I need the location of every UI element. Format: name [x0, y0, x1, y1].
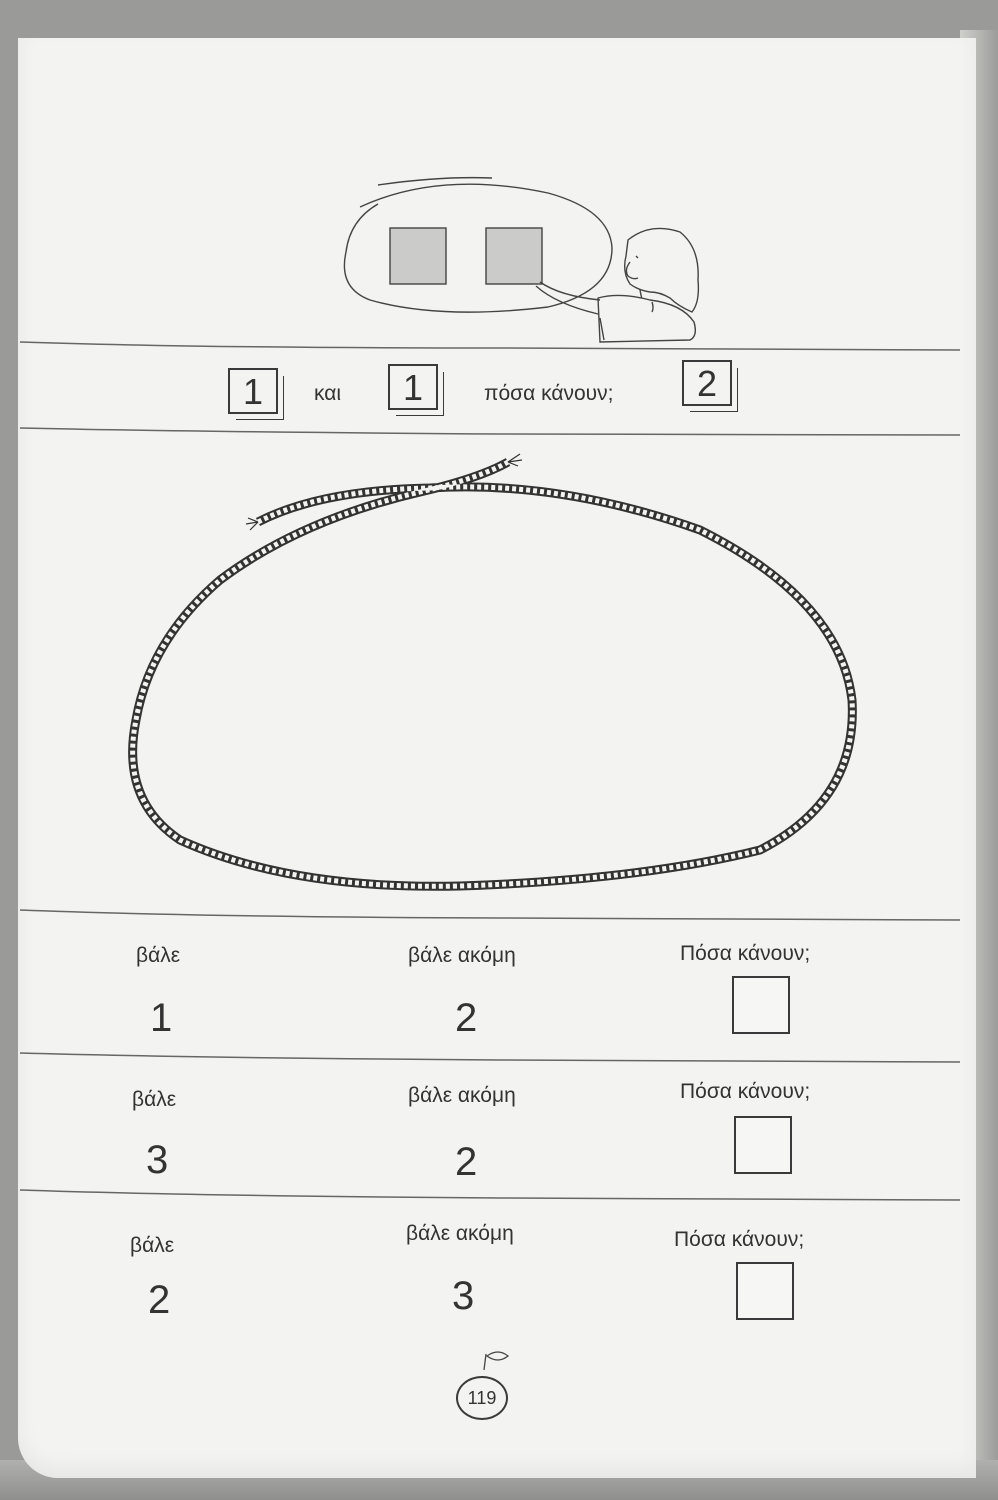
put-more-value: 2: [455, 1140, 478, 1184]
gray-square-left: [390, 228, 446, 284]
answer-box[interactable]: [736, 1262, 794, 1320]
and-word: και: [314, 382, 342, 405]
put-more-label: βάλε ακόμη: [406, 1222, 514, 1245]
how-many-label: Πόσα κάνουν;: [680, 1080, 811, 1103]
sum-answer-box: 2: [682, 360, 732, 406]
put-more-label: βάλε ακόμη: [408, 944, 516, 967]
addend-box-first: 1: [228, 368, 278, 414]
put-more-value: 2: [455, 996, 478, 1040]
answer-box[interactable]: [734, 1116, 792, 1174]
girl-with-squares-illustration: [344, 178, 698, 342]
put-value: 1: [150, 996, 173, 1040]
put-value: 3: [146, 1138, 169, 1182]
rope-loop-illustration: [133, 454, 853, 886]
how-many-label: Πόσα κάνουν;: [674, 1228, 805, 1251]
put-value: 2: [148, 1278, 171, 1322]
gray-square-right: [486, 228, 542, 284]
addend-box-second: 1: [388, 364, 438, 410]
put-more-label: βάλε ακόμη: [408, 1084, 516, 1107]
put-label: βάλε: [132, 1088, 177, 1111]
put-label: βάλε: [130, 1234, 175, 1257]
put-label: βάλε: [136, 944, 181, 967]
apple-icon: [484, 1352, 508, 1370]
how-many-label: Πόσα κάνουν;: [680, 942, 811, 965]
answer-box[interactable]: [732, 976, 790, 1034]
how-many-question: πόσα κάνουν;: [484, 382, 614, 405]
page-number: 119: [456, 1376, 508, 1420]
put-more-value: 3: [452, 1274, 475, 1318]
